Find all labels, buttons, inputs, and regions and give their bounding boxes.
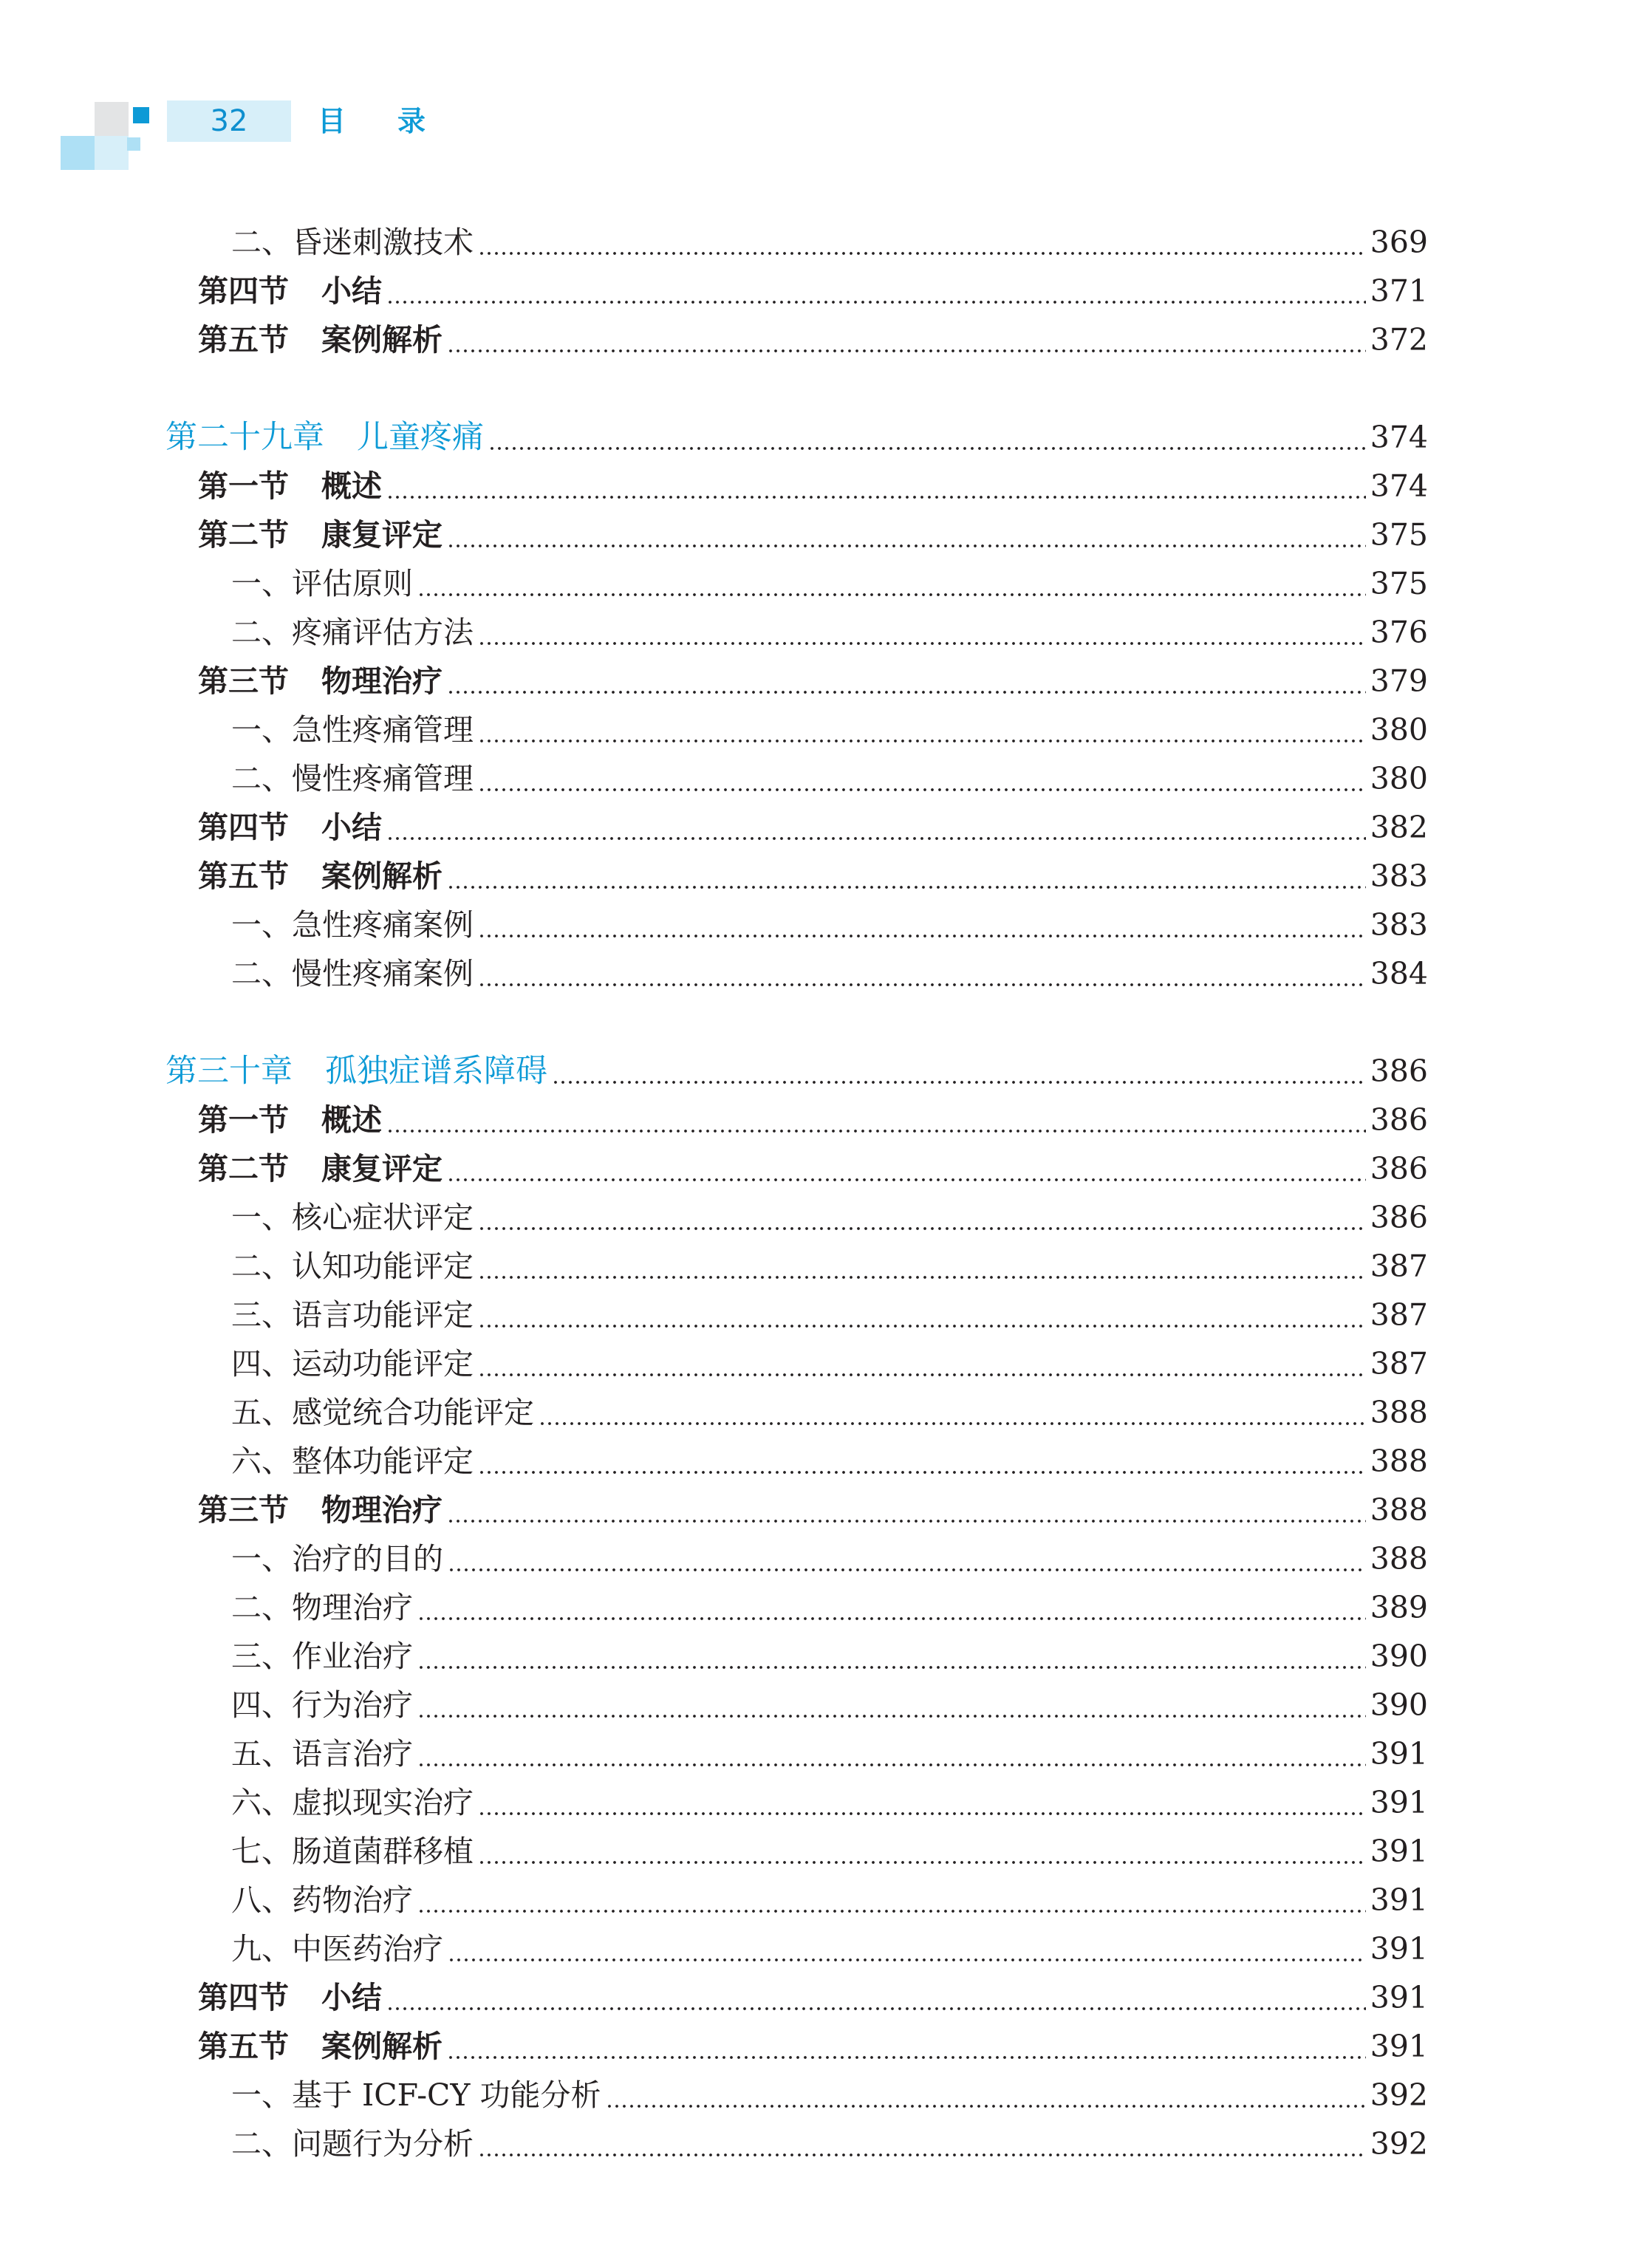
toc-entry-item[interactable] xyxy=(231,898,1428,947)
toc-page-number: 391 xyxy=(1370,1882,1428,1918)
toc-entry-item[interactable] xyxy=(231,1776,1428,1825)
toc-entry-label xyxy=(231,610,474,655)
toc-entry-item[interactable] xyxy=(231,1922,1428,1971)
toc-page-number: 375 xyxy=(1370,517,1428,553)
toc-entry-title: 中医药治疗 xyxy=(292,1931,443,1967)
toc-dot-leader xyxy=(478,1439,1366,1483)
toc-entry-number: 四、 xyxy=(231,1346,292,1381)
toc-entry-item[interactable] xyxy=(231,1874,1428,1922)
toc-dot-leader xyxy=(417,1683,1366,1727)
toc-dot-leader xyxy=(447,513,1366,557)
toc-page-number: 391 xyxy=(1370,2029,1428,2064)
toc-entry-title: 小结 xyxy=(321,810,382,845)
toc-entry-number: 第三节 xyxy=(198,1492,289,1528)
toc-entry-title: 急性疼痛管理 xyxy=(292,712,474,748)
toc-entry-item[interactable] xyxy=(231,216,1428,264)
toc-entry-title: 小结 xyxy=(321,1980,382,2015)
toc-entry-number: 八、 xyxy=(231,1882,292,1918)
toc-entry-item[interactable] xyxy=(231,2117,1428,2166)
toc-entry-title: 认知功能评定 xyxy=(292,1249,474,1284)
toc-entry-title: 行为治疗 xyxy=(292,1687,413,1723)
toc-page-number: 391 xyxy=(1370,1980,1428,2015)
toc-dot-leader xyxy=(386,1098,1366,1142)
toc-entry-item[interactable] xyxy=(231,703,1428,752)
toc-page-number: 391 xyxy=(1370,1834,1428,1869)
toc-dot-leader xyxy=(488,415,1366,460)
toc-page-number: 391 xyxy=(1370,1785,1428,1820)
toc-page-number: 387 xyxy=(1370,1346,1428,1381)
header-decoration-square xyxy=(95,136,129,170)
toc-entry-title: 药物治疗 xyxy=(292,1882,413,1918)
toc-entry-label xyxy=(231,1585,413,1630)
toc-entry-number: 二、 xyxy=(231,956,292,991)
toc-dot-leader xyxy=(478,220,1366,264)
toc-dot-leader xyxy=(478,708,1366,752)
toc-entry-section[interactable] xyxy=(198,1483,1428,1532)
toc-entry-number: 六、 xyxy=(231,1444,292,1479)
toc-entry-number: 五、 xyxy=(231,1736,292,1772)
toc-dot-leader xyxy=(447,1488,1366,1532)
toc-entry-title: 整体功能评定 xyxy=(292,1444,474,1479)
toc-entry-number: 九、 xyxy=(231,1931,292,1967)
toc-entry-number: 第四节 xyxy=(198,273,289,309)
toc-entry-number: 三、 xyxy=(231,1297,292,1333)
toc-entry-title: 案例解析 xyxy=(321,858,443,894)
toc-dot-leader xyxy=(478,952,1366,996)
toc-page-number: 392 xyxy=(1370,2126,1428,2162)
toc-dot-leader xyxy=(447,2024,1366,2069)
toc-page-number: 369 xyxy=(1370,225,1428,260)
toc-entry-item[interactable] xyxy=(231,1337,1428,1386)
toc-entry-section[interactable] xyxy=(198,2020,1428,2069)
toc-entry-label xyxy=(231,1293,474,1337)
toc-entry-item[interactable] xyxy=(231,1288,1428,1337)
toc-page-number: 388 xyxy=(1370,1444,1428,1479)
toc-entry-item[interactable] xyxy=(231,1435,1428,1483)
toc-dot-leader xyxy=(478,610,1366,655)
toc-entry-number: 第四节 xyxy=(198,810,289,845)
toc-dot-leader xyxy=(478,1780,1366,1825)
toc-dot-leader xyxy=(478,1244,1366,1288)
toc-entry-number: 二、 xyxy=(231,761,292,796)
toc-page-number: 383 xyxy=(1370,907,1428,943)
toc-entry-label xyxy=(165,1049,547,1093)
toc-entry-number: 二、 xyxy=(231,225,292,260)
toc-dot-leader xyxy=(478,903,1366,947)
toc-entry-item[interactable] xyxy=(231,752,1428,801)
toc-entry-number: 第一节 xyxy=(198,1102,289,1138)
toc-entry-label xyxy=(231,1439,474,1483)
toc-entry-label xyxy=(198,2024,443,2069)
toc-dot-leader xyxy=(552,1049,1366,1093)
toc-entry-item[interactable] xyxy=(231,1678,1428,1727)
toc-entry-number: 第二节 xyxy=(198,1151,289,1186)
toc-entry-section[interactable] xyxy=(198,1142,1428,1191)
toc-entry-label xyxy=(231,1927,443,1971)
toc-entry-title: 昏迷刺激技术 xyxy=(292,225,474,260)
toc-entry-number: 五、 xyxy=(231,1395,292,1430)
toc-entry-title: 慢性疼痛案例 xyxy=(292,956,474,991)
toc-entry-label xyxy=(198,659,443,703)
toc-entry-item[interactable] xyxy=(231,2069,1428,2117)
toc-dot-leader xyxy=(417,1585,1366,1630)
toc-dot-leader xyxy=(447,1147,1366,1191)
toc-entry-item[interactable] xyxy=(231,1630,1428,1678)
toc-entry-number: 三、 xyxy=(231,1639,292,1674)
toc-entry-title: 概述 xyxy=(321,468,382,504)
toc-entry-chapter[interactable] xyxy=(165,1045,1428,1093)
toc-entry-number: 第三节 xyxy=(198,663,289,699)
toc-entry-label xyxy=(231,708,474,752)
toc-dot-leader xyxy=(539,1390,1366,1435)
toc-entry-title: 物理治疗 xyxy=(321,663,443,699)
toc-page-number: 386 xyxy=(1370,1102,1428,1138)
toc-page-number: 372 xyxy=(1370,322,1428,358)
toc-entry-label xyxy=(198,805,382,850)
toc-dot-leader xyxy=(417,1634,1366,1678)
toc-entry-number: 二、 xyxy=(231,1590,292,1625)
toc-entry-label xyxy=(198,1098,382,1142)
toc-entry-section[interactable] xyxy=(198,1971,1428,2020)
header-decoration-square xyxy=(127,137,140,151)
toc-entry-number: 一、 xyxy=(231,907,292,943)
toc-entry-title: 孤独症谱系障碍 xyxy=(325,1053,547,1090)
toc-entry-number: 一、 xyxy=(231,566,292,601)
toc-entry-label xyxy=(165,415,484,460)
toc-page-number: 386 xyxy=(1370,1200,1428,1235)
toc-entry-label xyxy=(198,318,443,362)
toc-page-number: 388 xyxy=(1370,1395,1428,1430)
toc-entry-title: 问题行为分析 xyxy=(292,2126,474,2162)
toc-entry-label xyxy=(231,220,474,264)
toc-page-number: 387 xyxy=(1370,1249,1428,1284)
toc-entry-section[interactable] xyxy=(198,655,1428,703)
toc-entry-label xyxy=(231,1732,413,1776)
toc-entry-label xyxy=(231,952,474,996)
toc-page-number: 382 xyxy=(1370,810,1428,845)
toc-entry-title: 治疗的目的 xyxy=(292,1541,443,1577)
header-decoration-square xyxy=(61,136,95,170)
toc-entry-title: 评估原则 xyxy=(292,566,413,601)
toc-entry-section[interactable] xyxy=(198,1093,1428,1142)
toc-dot-leader xyxy=(417,1878,1366,1922)
toc-entry-title: 康复评定 xyxy=(321,1151,443,1186)
toc-entry-label xyxy=(231,903,474,947)
toc-entry-item[interactable] xyxy=(231,1727,1428,1776)
toc-entry-title: 案例解析 xyxy=(321,2029,443,2064)
page-number: 32 xyxy=(210,104,248,138)
toc-entry-section[interactable] xyxy=(198,313,1428,362)
toc-page-number: 387 xyxy=(1370,1297,1428,1333)
toc-entry-number: 一、 xyxy=(231,712,292,748)
toc-entry-number: 第五节 xyxy=(198,858,289,894)
toc-entry-label xyxy=(198,1975,382,2020)
toc-dot-leader xyxy=(417,561,1366,606)
toc-entry-title: 概述 xyxy=(321,1102,382,1138)
toc-dot-leader xyxy=(606,2073,1366,2117)
toc-dot-leader xyxy=(478,2122,1366,2166)
toc-entry-number: 第五节 xyxy=(198,2029,289,2064)
toc-dot-leader xyxy=(447,659,1366,703)
toc-entry-section[interactable] xyxy=(198,508,1428,557)
toc-dot-leader xyxy=(417,1732,1366,1776)
header-decoration-square xyxy=(133,107,149,123)
toc-page-number: 380 xyxy=(1370,712,1428,748)
toc-entry-number: 六、 xyxy=(231,1785,292,1820)
toc-entry-label xyxy=(231,1829,474,1874)
toc-entry-label xyxy=(198,269,382,313)
toc-entry-label xyxy=(198,464,382,508)
toc-entry-number: 第五节 xyxy=(198,322,289,358)
toc-dot-leader xyxy=(386,805,1366,850)
toc-entry-label xyxy=(231,1683,413,1727)
toc-entry-label xyxy=(231,1390,534,1435)
toc-entry-item[interactable] xyxy=(231,606,1428,655)
page-title: 目录 xyxy=(318,105,478,137)
toc-entry-number: 二、 xyxy=(231,2126,292,2162)
toc-page-number: 374 xyxy=(1370,468,1428,504)
toc-page-number: 376 xyxy=(1370,615,1428,650)
toc-entry-title: 急性疼痛案例 xyxy=(292,907,474,943)
toc-entry-number: 一、 xyxy=(231,2077,292,2113)
toc-page-number: 388 xyxy=(1370,1541,1428,1577)
toc-page-number: 374 xyxy=(1370,420,1428,455)
toc-dot-leader xyxy=(478,1293,1366,1337)
toc-entry-title: 儿童疼痛 xyxy=(357,419,484,456)
toc-page-number: 371 xyxy=(1370,273,1428,309)
toc-entry-title: 疼痛评估方法 xyxy=(292,615,474,650)
toc-entry-number: 第二十九章 xyxy=(165,419,324,456)
toc-page-number: 375 xyxy=(1370,566,1428,601)
toc-entry-number: 第三十章 xyxy=(165,1053,293,1090)
toc-dot-leader xyxy=(478,1342,1366,1386)
toc-entry-title: 运动功能评定 xyxy=(292,1346,474,1381)
toc-entry-label xyxy=(198,513,443,557)
toc-page-number: 391 xyxy=(1370,1736,1428,1772)
toc-entry-label xyxy=(198,1488,443,1532)
toc-entry-title: 语言治疗 xyxy=(292,1736,413,1772)
toc-entry-label xyxy=(198,1147,443,1191)
toc-entry-label xyxy=(231,1195,474,1240)
toc-page-number: 390 xyxy=(1370,1639,1428,1674)
toc-dot-leader xyxy=(478,1195,1366,1240)
toc-entry-label xyxy=(231,1780,474,1825)
toc-page-number: 384 xyxy=(1370,956,1428,991)
toc-entry-number: 二、 xyxy=(231,1249,292,1284)
toc-entry-item[interactable] xyxy=(231,1191,1428,1240)
toc-entry-item[interactable] xyxy=(231,947,1428,996)
header-decoration-square xyxy=(95,102,129,136)
toc-entry-chapter[interactable] xyxy=(165,411,1428,460)
toc-entry-title: 作业治疗 xyxy=(292,1639,413,1674)
toc-entry-label xyxy=(231,1342,474,1386)
toc-entry-title: 感觉统合功能评定 xyxy=(292,1395,534,1430)
toc-entry-number: 二、 xyxy=(231,615,292,650)
toc-entry-label xyxy=(231,1878,413,1922)
toc-entry-item[interactable] xyxy=(231,1825,1428,1874)
toc-entry-number: 第一节 xyxy=(198,468,289,504)
toc-entry-item[interactable] xyxy=(231,1532,1428,1581)
toc-entry-item[interactable] xyxy=(231,557,1428,606)
toc-entry-title: 物理治疗 xyxy=(321,1492,443,1528)
toc-entry-label xyxy=(231,756,474,801)
toc-entry-title: 核心症状评定 xyxy=(292,1200,474,1235)
toc-entry-label xyxy=(231,561,413,606)
toc-dot-leader xyxy=(447,854,1366,898)
toc-dot-leader xyxy=(447,318,1366,362)
toc-entry-title: 物理治疗 xyxy=(292,1590,413,1625)
toc-dot-leader xyxy=(386,1975,1366,2020)
toc-dot-leader xyxy=(478,756,1366,801)
toc-dot-leader xyxy=(448,1927,1366,1971)
toc-page-number: 380 xyxy=(1370,761,1428,796)
toc-entry-number: 第二节 xyxy=(198,517,289,553)
toc-page-number: 383 xyxy=(1370,858,1428,894)
toc-entry-item[interactable] xyxy=(231,1386,1428,1435)
toc-entry-label xyxy=(231,2073,601,2117)
toc-entry-label xyxy=(198,854,443,898)
toc-entry-label xyxy=(231,1537,443,1581)
toc-dot-leader xyxy=(478,1829,1366,1874)
toc-entry-item[interactable] xyxy=(231,1240,1428,1288)
toc-page-number: 386 xyxy=(1370,1151,1428,1186)
toc-entry-label xyxy=(231,1634,413,1678)
toc-page-number: 390 xyxy=(1370,1687,1428,1723)
toc-entry-title: 慢性疼痛管理 xyxy=(292,761,474,796)
toc-page-number: 389 xyxy=(1370,1590,1428,1625)
toc-entry-number: 七、 xyxy=(231,1834,292,1869)
toc-page-number: 391 xyxy=(1370,1931,1428,1967)
toc-entry-section[interactable] xyxy=(198,460,1428,508)
toc-entry-section[interactable] xyxy=(198,801,1428,850)
toc-page-number: 392 xyxy=(1370,2077,1428,2113)
toc-entry-number: 一、 xyxy=(231,1541,292,1577)
toc-entry-number: 一、 xyxy=(231,1200,292,1235)
toc-dot-leader xyxy=(386,464,1366,508)
toc-page-number: 388 xyxy=(1370,1492,1428,1528)
toc-entry-title: 小结 xyxy=(321,273,382,309)
toc-entry-section[interactable] xyxy=(198,850,1428,898)
toc-entry-title: 案例解析 xyxy=(321,322,443,358)
toc-entry-section[interactable] xyxy=(198,264,1428,313)
toc-dot-leader xyxy=(386,269,1366,313)
toc-entry-label xyxy=(231,2122,474,2166)
toc-entry-number: 四、 xyxy=(231,1687,292,1723)
toc-entry-title: 肠道菌群移植 xyxy=(292,1834,474,1869)
toc-entry-label xyxy=(231,1244,474,1288)
toc-entry-item[interactable] xyxy=(231,1581,1428,1630)
toc-entry-number: 第四节 xyxy=(198,1980,289,2015)
toc-entry-title: 基于 ICF-CY 功能分析 xyxy=(292,2077,601,2113)
toc-entry-title: 语言功能评定 xyxy=(292,1297,474,1333)
toc-entry-title: 康复评定 xyxy=(321,517,443,553)
toc-page-number: 379 xyxy=(1370,663,1428,699)
toc-page-number: 386 xyxy=(1370,1053,1428,1089)
toc-entry-title: 虚拟现实治疗 xyxy=(292,1785,474,1820)
toc-dot-leader xyxy=(448,1537,1366,1581)
